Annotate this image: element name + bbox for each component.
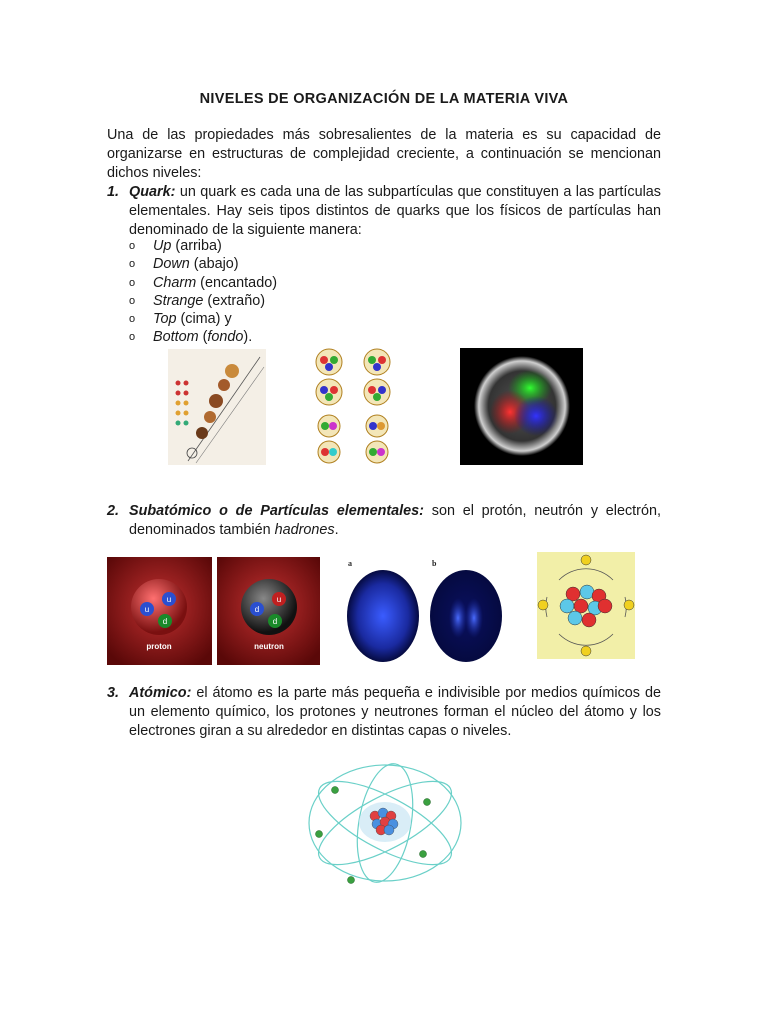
list-item: o Bottom (fondo). [129, 329, 253, 346]
quark-name: Up [153, 238, 172, 254]
section-2-body: son el protón, neutrón y electrón, denominados también [129, 503, 661, 538]
quark-name: Charm [153, 274, 197, 291]
section-3-body: el átomo es la parte más pequeña e indivisible por medios químicos de un elemento químico, los protones y neutrones forman el núcleo del átomo y los electrones giran a su alrededor en distintas capas o niveles. [129, 685, 661, 739]
quark-u-label: u [166, 595, 172, 604]
quark-desc: (arriba) [171, 238, 222, 254]
intro-paragraph: Una de las propiedades más sobresalientes de la materia es su capacidad de organizarse en estructuras de complejidad creciente, a continuación se mencionan dichos niveles: [107, 127, 661, 181]
quark-u-label: u [276, 595, 282, 604]
quark-types-list [129, 237, 277, 347]
section-2-italic: hadrones [274, 522, 335, 538]
section-1-text [129, 183, 661, 240]
hadron-quark-composition-image [311, 346, 407, 466]
quark-name: Top [153, 311, 177, 328]
page-title: NIVELES DE ORGANIZACIÓN DE LA MATERIA VIVA [199, 91, 569, 107]
electron-cloud-image [342, 556, 504, 666]
section-2-term: Subatómico o de Partículas elementales: [129, 503, 424, 519]
section-3-number: 3. [107, 685, 120, 701]
quark-d-label: d [272, 617, 278, 626]
neutron-label: neutron [254, 642, 284, 651]
quark-d-label: d [162, 617, 168, 626]
section-1-number: 1. [107, 184, 120, 200]
particle-scale-diagram-image [168, 349, 266, 465]
section-3-term: Atómico: [129, 685, 192, 701]
list-item: o Up (arriba) [129, 238, 222, 254]
quark-name: Strange [153, 292, 204, 309]
quark-d-label: d [254, 605, 260, 614]
proton-label: proton [146, 642, 172, 651]
section-1-body: un quark es cada una de las subpartículas que constituyen a las partículas elementales. Hay seis tipos distintos de quarks que los físicos de partículas han denominado de la siguiente manera: [129, 184, 661, 238]
quark-desc: (cima) y [176, 311, 232, 328]
section-2-number: 2. [107, 503, 120, 519]
section-3-text [129, 684, 661, 741]
proton-image [107, 557, 212, 665]
atom-orbit-image [305, 758, 465, 888]
neutron-image [217, 557, 320, 665]
section-1-term: Quark: [129, 184, 176, 200]
section-2-end: . [334, 522, 339, 538]
quark-desc: ( [198, 329, 208, 346]
quark-desc: ). [243, 329, 253, 346]
quark-desc: (extraño) [203, 292, 265, 309]
quark-desc-italic: fondo [207, 329, 244, 346]
section-2-text [129, 502, 661, 540]
list-item: o Strange (extraño) [129, 292, 265, 309]
color-charge-hadron-image [460, 348, 583, 465]
quark-name: Bottom [153, 329, 199, 346]
list-item: o Charm (encantado) [129, 274, 277, 291]
quark-name: Down [153, 256, 190, 273]
list-item: o Top (cima) y [129, 311, 232, 328]
atom-model-image [537, 552, 635, 659]
quark-desc: (encantado) [196, 274, 277, 291]
list-item: o Down (abajo) [129, 256, 239, 273]
panel-a-label: a [348, 559, 352, 568]
quark-desc: (abajo) [189, 256, 239, 273]
panel-b-label: b [432, 559, 437, 568]
quark-u-label: u [144, 605, 150, 614]
